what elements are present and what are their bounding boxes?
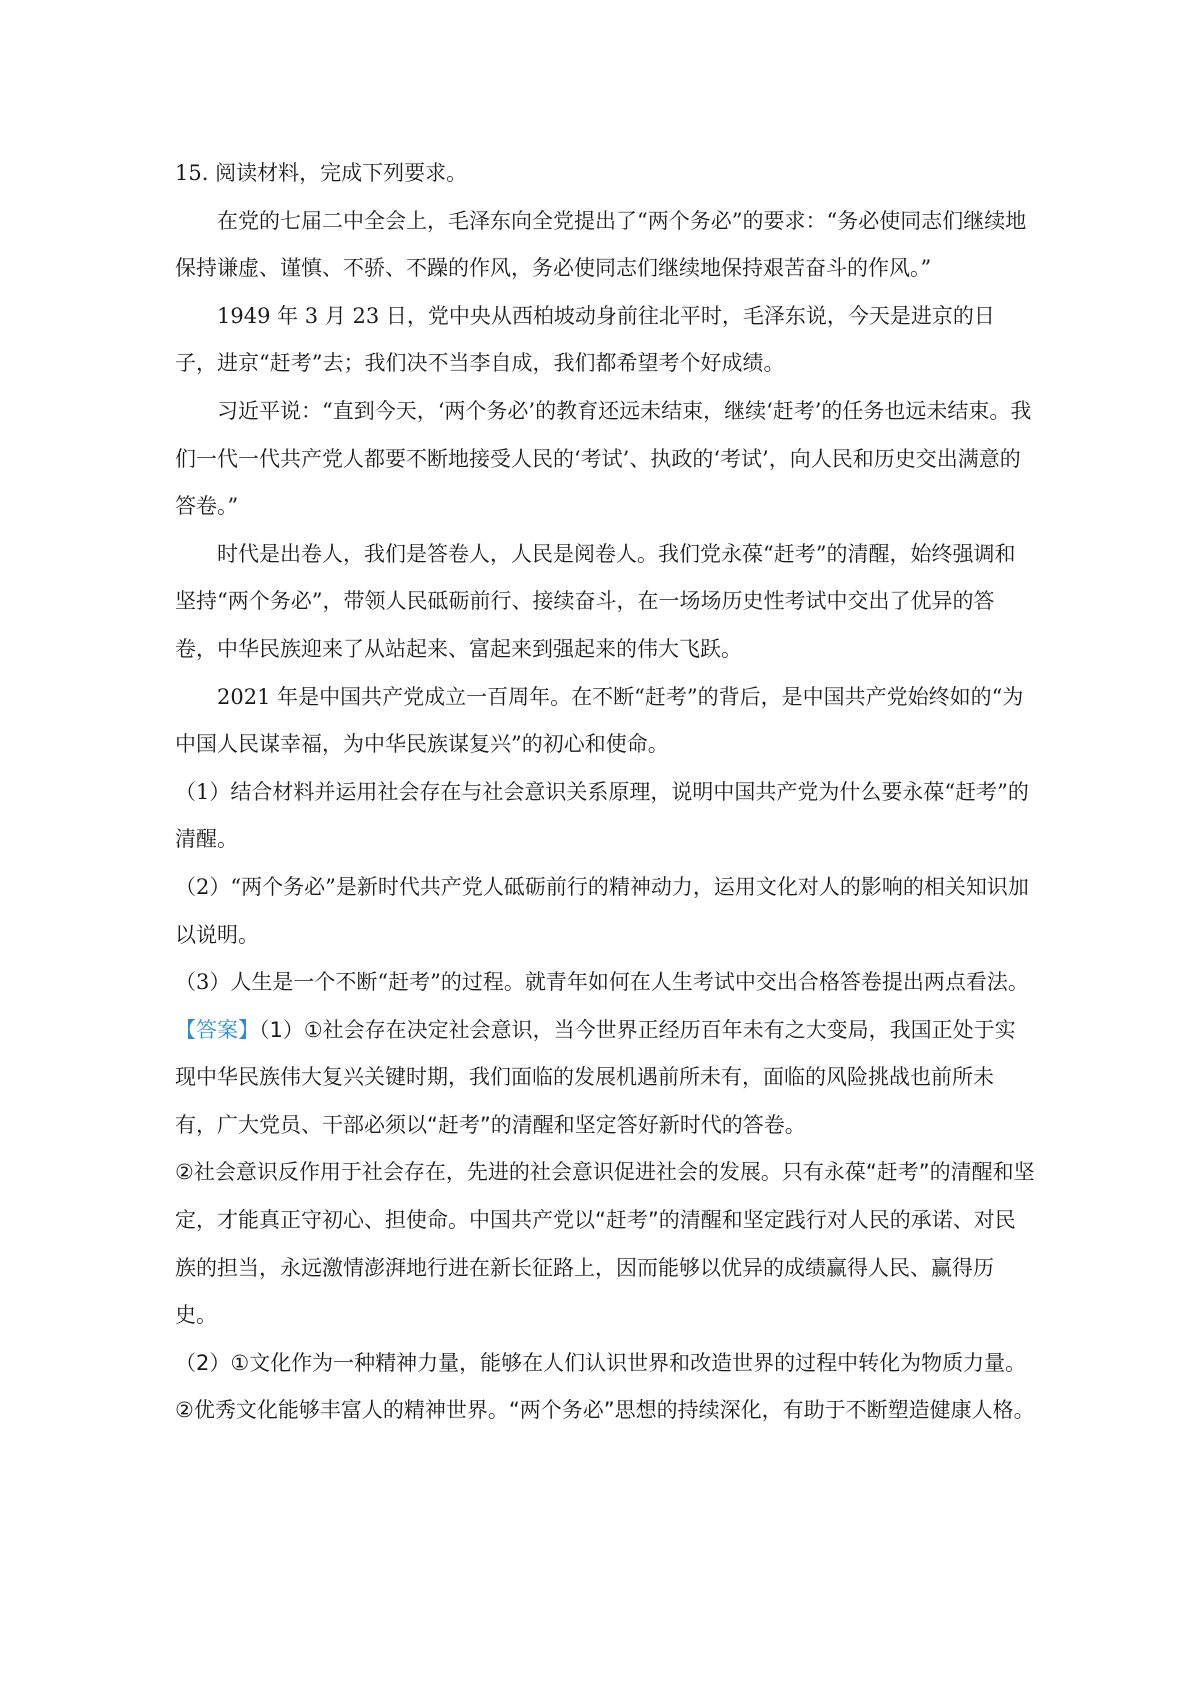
answer-part1-first [175,1007,1035,1150]
answer-part1-first-text: （1）①社会存在决定社会意识，当今世界正经历百年未有之大变局，我国正处于实现中华民族伟大复兴关键时期，我们面临的发展机遇前所未有，面临的风险挑战也前所未有，广大党员、干部必须以“赶考”的清醒和坚定答好新时代的答卷。 [175,1017,1016,1137]
sub-question-2: （2）“两个务必”是新时代共产党人砥砺前行的精神动力，运用文化对人的影响的相关知识加以说明。 [175,874,1029,947]
answer-part2-first: （2）①文化作为一种精神力量，能够在人们认识世界和改造世界的过程中转化为物质力量。 [175,1350,1027,1375]
material-paragraph-2: 1949 年 3 月 23 日，党中央从西柏坡动身前往北平时，毛泽东说，今天是进京的日子，进京“赶考”去；我们决不当李自成，我们都希望考个好成绩。 [175,303,995,376]
sub-question-3: （3）人生是一个不断“赶考”的过程。就青年如何在人生考试中交出合格答卷提出两点看法。 [175,970,1029,995]
document-page [175,150,1035,1435]
answer-part1-second: ②社会意识反作用于社会存在，先进的社会意识促进社会的发展。只有永葆“赶考”的清醒和坚定，才能真正守初心、担使命。中国共产党以“赶考”的清醒和坚定践行对人民的承诺、对民族的担当，永远激情澎湃地行进在新长征路上，因而能够以优异的成绩赢得人民、赢得历史。 [175,1160,1035,1328]
answer-part2-second: ②优秀文化能够丰富人的精神世界。“两个务必”思想的持续深化，有助于不断塑造健康人格。 [175,1398,1035,1423]
sub-question-1: （1）结合材料并运用社会存在与社会意识关系原理，说明中国共产党为什么要永葆“赶考”的清醒。 [175,779,1029,852]
material-paragraph-5: 2021 年是中国共产党成立一百周年。在不断“赶考”的背后，是中国共产党始终如的“为中国人民谋幸福，为中华民族谋复兴”的初心和使命。 [175,684,1024,757]
answer-tag: 【答案】 [175,1017,259,1042]
question-heading: 15. 阅读材料，完成下列要求。 [175,161,468,185]
material-paragraph-4: 时代是出卷人，我们是答卷人，人民是阅卷人。我们党永葆“赶考”的清醒，始终强调和坚持“两个务必”，带领人民砥砺前行、接续奋斗，在一场场历史性考试中交出了优异的答卷，中华民族迎来了从站起来、富起来到强起来的伟大飞跃。 [175,541,1016,661]
material-paragraph-3: 习近平说：“直到今天，‘两个务必’的教育还远未结束，继续‘赶考’的任务也远未结束。我们一代一代共产党人都要不断地接受人民的‘考试’、执政的‘考试’，向人民和历史交出满意的答卷。” [175,398,1032,519]
material-paragraph-1: 在党的七届二中全会上，毛泽东向全党提出了“两个务必”的要求：“务必使同志们继续地保持谦虚、谨慎、不骄、不躁的作风，务必使同志们继续地保持艰苦奋斗的作风。” [175,208,1027,281]
